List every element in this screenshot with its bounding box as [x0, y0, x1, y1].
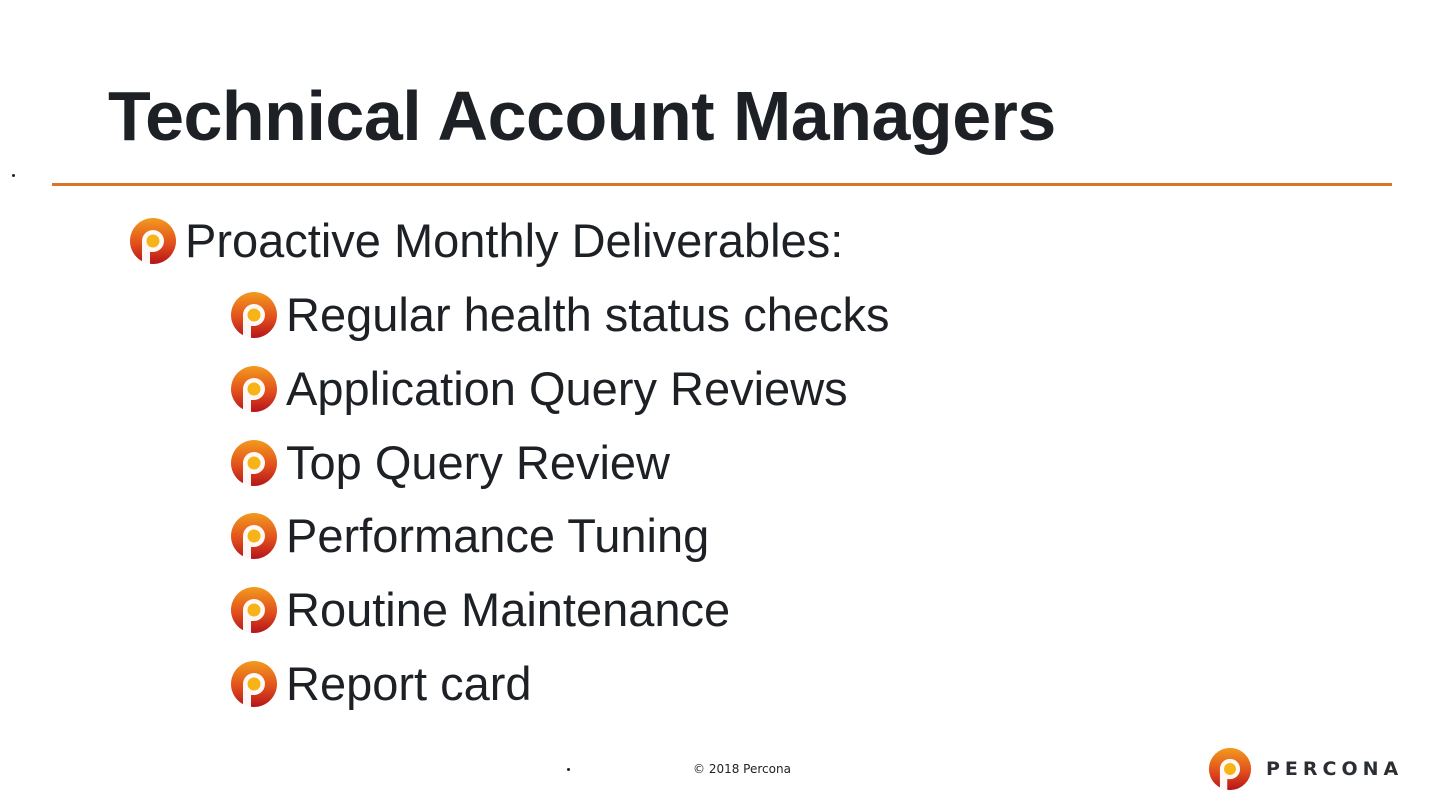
bullet-item-text: Top Query Review — [286, 436, 670, 489]
percona-p-icon — [230, 586, 278, 634]
percona-p-icon — [1208, 747, 1252, 791]
footer-copyright: © 2018 Percona — [693, 762, 791, 776]
percona-p-icon — [230, 365, 278, 413]
title-divider — [52, 183, 1392, 186]
bullet-item-text: Performance Tuning — [286, 509, 710, 562]
bullet-item-text: Routine Maintenance — [286, 583, 731, 636]
bullet-heading-text: Proactive Monthly Deliverables: — [185, 214, 844, 267]
bullet-item — [230, 508, 709, 564]
bullet-item-text: Report card — [286, 657, 532, 710]
bullet-item-text: Regular health status checks — [286, 288, 890, 341]
bullet-item — [230, 361, 848, 417]
decorative-dot — [12, 174, 15, 177]
percona-p-icon — [230, 512, 278, 560]
percona-p-icon — [129, 217, 177, 265]
percona-p-icon — [230, 291, 278, 339]
logo-wordmark: PERCONA — [1266, 758, 1404, 780]
bullet-heading — [129, 213, 843, 269]
bullet-item — [230, 287, 890, 343]
percona-p-icon — [230, 660, 278, 708]
slide-title: Technical Account Managers — [108, 77, 1056, 155]
percona-p-icon — [230, 439, 278, 487]
bullet-item — [230, 656, 532, 712]
bullet-item — [230, 435, 670, 491]
footer-dot — [567, 768, 570, 771]
bullet-item — [230, 582, 730, 638]
bullet-item-text: Application Query Reviews — [286, 362, 848, 415]
percona-logo — [1208, 747, 1403, 791]
